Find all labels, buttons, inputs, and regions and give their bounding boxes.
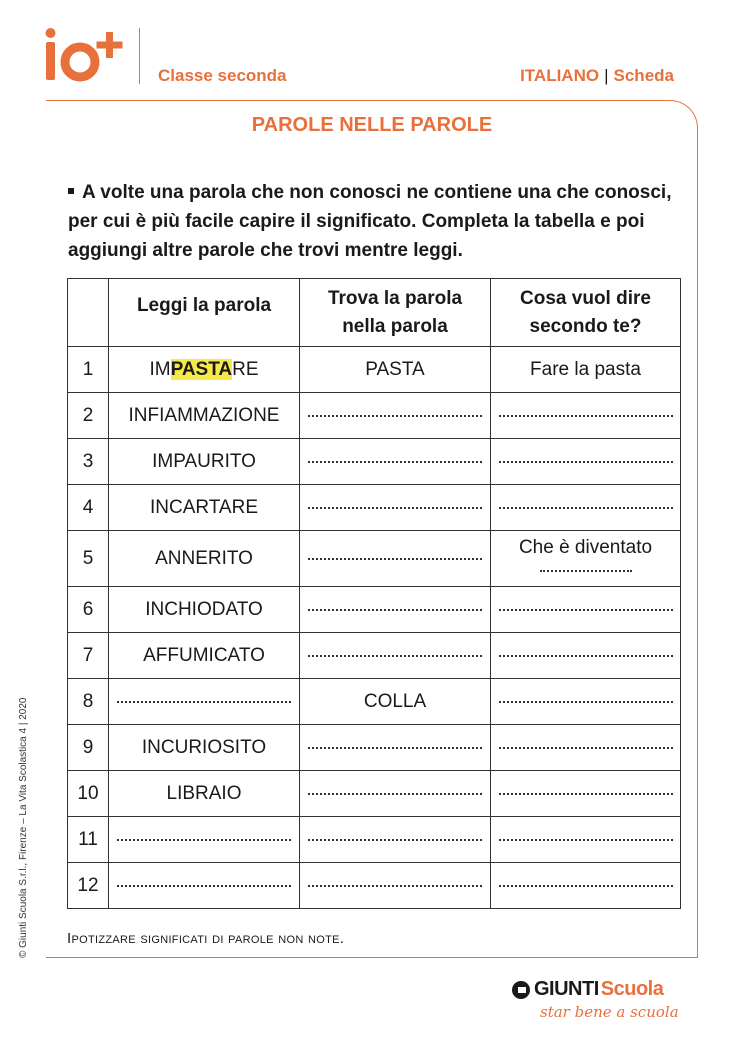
table-row bbox=[68, 347, 681, 393]
table-row bbox=[68, 725, 681, 771]
found-blank[interactable] bbox=[300, 633, 491, 679]
copyright: © Giunti Scuola S.r.l., Firenze – La Vita Scolastica 4 | 2020 bbox=[18, 697, 29, 958]
word-cell: IMPAURITO bbox=[109, 439, 300, 485]
bullet-icon bbox=[68, 188, 74, 194]
found-blank[interactable] bbox=[300, 531, 491, 587]
found-blank[interactable] bbox=[300, 485, 491, 531]
found-blank[interactable] bbox=[300, 587, 491, 633]
row-number: 6 bbox=[68, 587, 109, 633]
table-row bbox=[68, 771, 681, 817]
table-header-row bbox=[68, 279, 681, 347]
table-row bbox=[68, 863, 681, 909]
io-plus-logo bbox=[44, 26, 130, 90]
page-title: PAROLE NELLE PAROLE bbox=[251, 114, 493, 136]
row-number: 11 bbox=[68, 817, 109, 863]
row-number: 1 bbox=[68, 347, 109, 393]
meaning-blank[interactable] bbox=[491, 633, 681, 679]
giunti-scuola-logo bbox=[512, 978, 682, 1024]
row-number: 3 bbox=[68, 439, 109, 485]
meaning-blank[interactable] bbox=[491, 485, 681, 531]
row-number: 10 bbox=[68, 771, 109, 817]
found-blank[interactable] bbox=[300, 393, 491, 439]
meaning-blank[interactable] bbox=[491, 587, 681, 633]
word-cell: INCURIOSITO bbox=[109, 725, 300, 771]
header-number bbox=[68, 279, 109, 347]
subject-label bbox=[520, 66, 674, 86]
word-cell: IMPASTARE bbox=[109, 347, 300, 393]
header-meaning: Cosa vuol dire secondo te? bbox=[491, 279, 681, 347]
found-blank[interactable] bbox=[300, 817, 491, 863]
g-mark-icon bbox=[512, 981, 530, 999]
row-number: 5 bbox=[68, 531, 109, 587]
word-cell: INFIAMMAZIONE bbox=[109, 393, 300, 439]
meaning-cell[interactable]: Che è diventato bbox=[491, 531, 681, 587]
header-read-word: Leggi la parola bbox=[109, 279, 300, 347]
grade-label: Classe seconda bbox=[158, 66, 287, 85]
table-row bbox=[68, 485, 681, 531]
table-row bbox=[68, 679, 681, 725]
found-cell: COLLA bbox=[300, 679, 491, 725]
meaning-blank[interactable] bbox=[491, 393, 681, 439]
table-row bbox=[68, 587, 681, 633]
row-number: 2 bbox=[68, 393, 109, 439]
found-blank[interactable] bbox=[300, 725, 491, 771]
table-row bbox=[68, 531, 681, 587]
header-find-word: Trova la parola nella parola bbox=[300, 279, 491, 347]
logo-text: io+ bbox=[44, 26, 46, 27]
words-table bbox=[67, 278, 681, 909]
instructions bbox=[68, 178, 698, 265]
doc-type: Scheda bbox=[613, 66, 674, 85]
highlighted-part: PASTA bbox=[170, 358, 233, 380]
meaning-blank[interactable] bbox=[491, 725, 681, 771]
found-blank[interactable] bbox=[300, 771, 491, 817]
subject: ITALIANO bbox=[520, 66, 600, 85]
word-cell: LIBRAIO bbox=[109, 771, 300, 817]
brand-tagline: star bene a scuola bbox=[540, 1003, 679, 1021]
meaning-blank[interactable] bbox=[491, 439, 681, 485]
word-cell: AFFUMICATO bbox=[109, 633, 300, 679]
found-blank[interactable] bbox=[300, 439, 491, 485]
table-row bbox=[68, 439, 681, 485]
table-row bbox=[68, 633, 681, 679]
word-cell: INCARTARE bbox=[109, 485, 300, 531]
table-row bbox=[68, 817, 681, 863]
word-blank[interactable] bbox=[109, 679, 300, 725]
brand-name-a: GIUNTI bbox=[534, 978, 599, 1000]
row-number: 4 bbox=[68, 485, 109, 531]
table-row bbox=[68, 393, 681, 439]
meaning-cell: Fare la pasta bbox=[491, 347, 681, 393]
meaning-blank[interactable] bbox=[491, 817, 681, 863]
word-blank[interactable] bbox=[109, 817, 300, 863]
meaning-blank[interactable] bbox=[491, 863, 681, 909]
meaning-blank[interactable] bbox=[491, 679, 681, 725]
brand-name-b: Scuola bbox=[600, 978, 664, 1000]
row-number: 12 bbox=[68, 863, 109, 909]
word-cell: INCHIODATO bbox=[109, 587, 300, 633]
row-number: 9 bbox=[68, 725, 109, 771]
header-divider bbox=[139, 28, 140, 84]
instructions-text: A volte una parola che non conosci ne contiene una che conosci, per cui è più facile capire il significato. Completa la tabella e poi aggiungi altre parole che trovi mentre leggi. bbox=[68, 182, 672, 261]
word-cell: ANNERITO bbox=[109, 531, 300, 587]
footer-note: Ipotizzare significati di parole non note. bbox=[67, 930, 345, 947]
found-cell: PASTA bbox=[300, 347, 491, 393]
subject-separator: | bbox=[604, 66, 609, 85]
meaning-blank[interactable] bbox=[491, 771, 681, 817]
row-number: 8 bbox=[68, 679, 109, 725]
found-blank[interactable] bbox=[300, 863, 491, 909]
row-number: 7 bbox=[68, 633, 109, 679]
word-blank[interactable] bbox=[109, 863, 300, 909]
